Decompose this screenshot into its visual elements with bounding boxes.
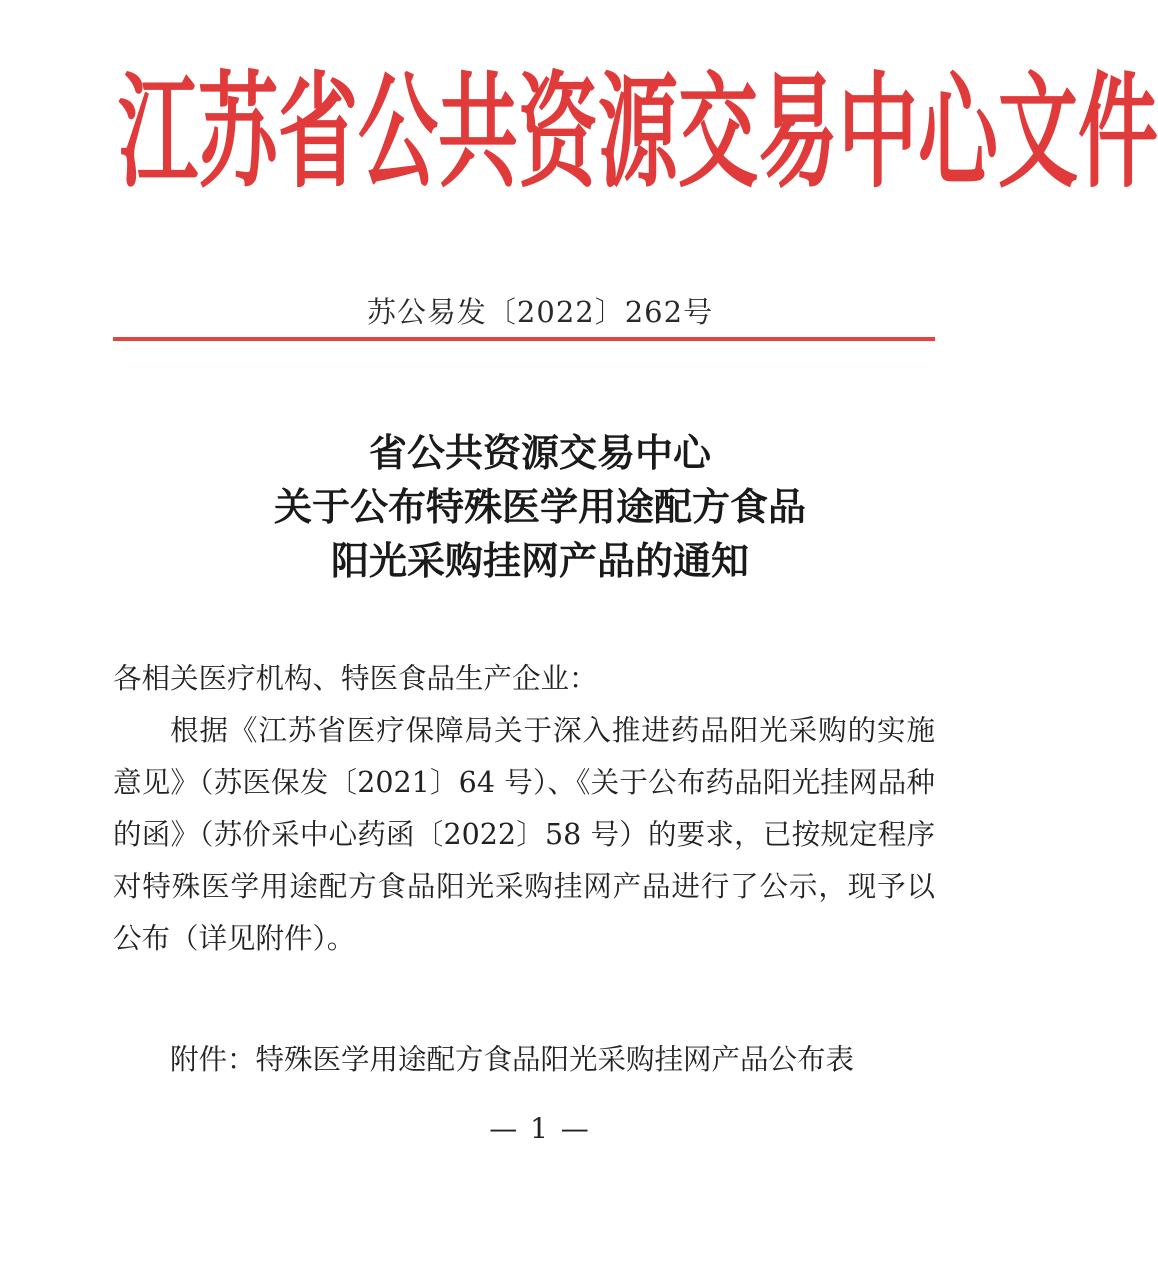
attachment-line: 附件：特殊医学用途配方食品阳光采购挂网产品公布表 [170,1043,855,1076]
title-line-2: 关于公布特殊医学用途配方食品 [273,485,806,529]
red-divider-line [113,337,935,341]
salutation: 各相关医疗机构、特医食品生产企业： [113,662,598,695]
masthead-char: 苏 [198,60,278,205]
notice-body [113,653,935,965]
masthead-char: 共 [438,60,518,205]
masthead-char: 省 [278,60,358,205]
masthead-char: 中 [838,60,918,205]
masthead-char: 江 [118,60,198,205]
notice-title [0,426,1080,588]
masthead-char: 易 [758,60,838,205]
masthead-title [118,58,1158,208]
masthead-char: 心 [918,60,998,205]
title-line-3: 阳光采购挂网产品的通知 [330,539,749,583]
masthead-char: 件 [1078,60,1158,205]
body-paragraph: 根据《江苏省医疗保障局关于深入推进药品阳光采购的实施意见》（苏医保发〔2021〕64 号）、《关于公布药品阳光挂网品种的函》（苏价采中心药函〔2022〕58 号）的要求，已按规定程序对特殊医学用途配方食品阳光采购挂网产品进行了公示，现予以公布（详见附件）。 [113,714,935,955]
masthead-char: 源 [598,60,678,205]
masthead-char: 公 [358,60,438,205]
document-number: 苏公易发〔2022〕262号 [366,295,714,329]
masthead-char: 资 [518,60,598,205]
title-line-1: 省公共资源交易中心 [368,431,711,475]
page-number: — 1 — [489,1112,591,1145]
masthead-char: 文 [998,60,1078,205]
masthead-char: 交 [678,60,758,205]
